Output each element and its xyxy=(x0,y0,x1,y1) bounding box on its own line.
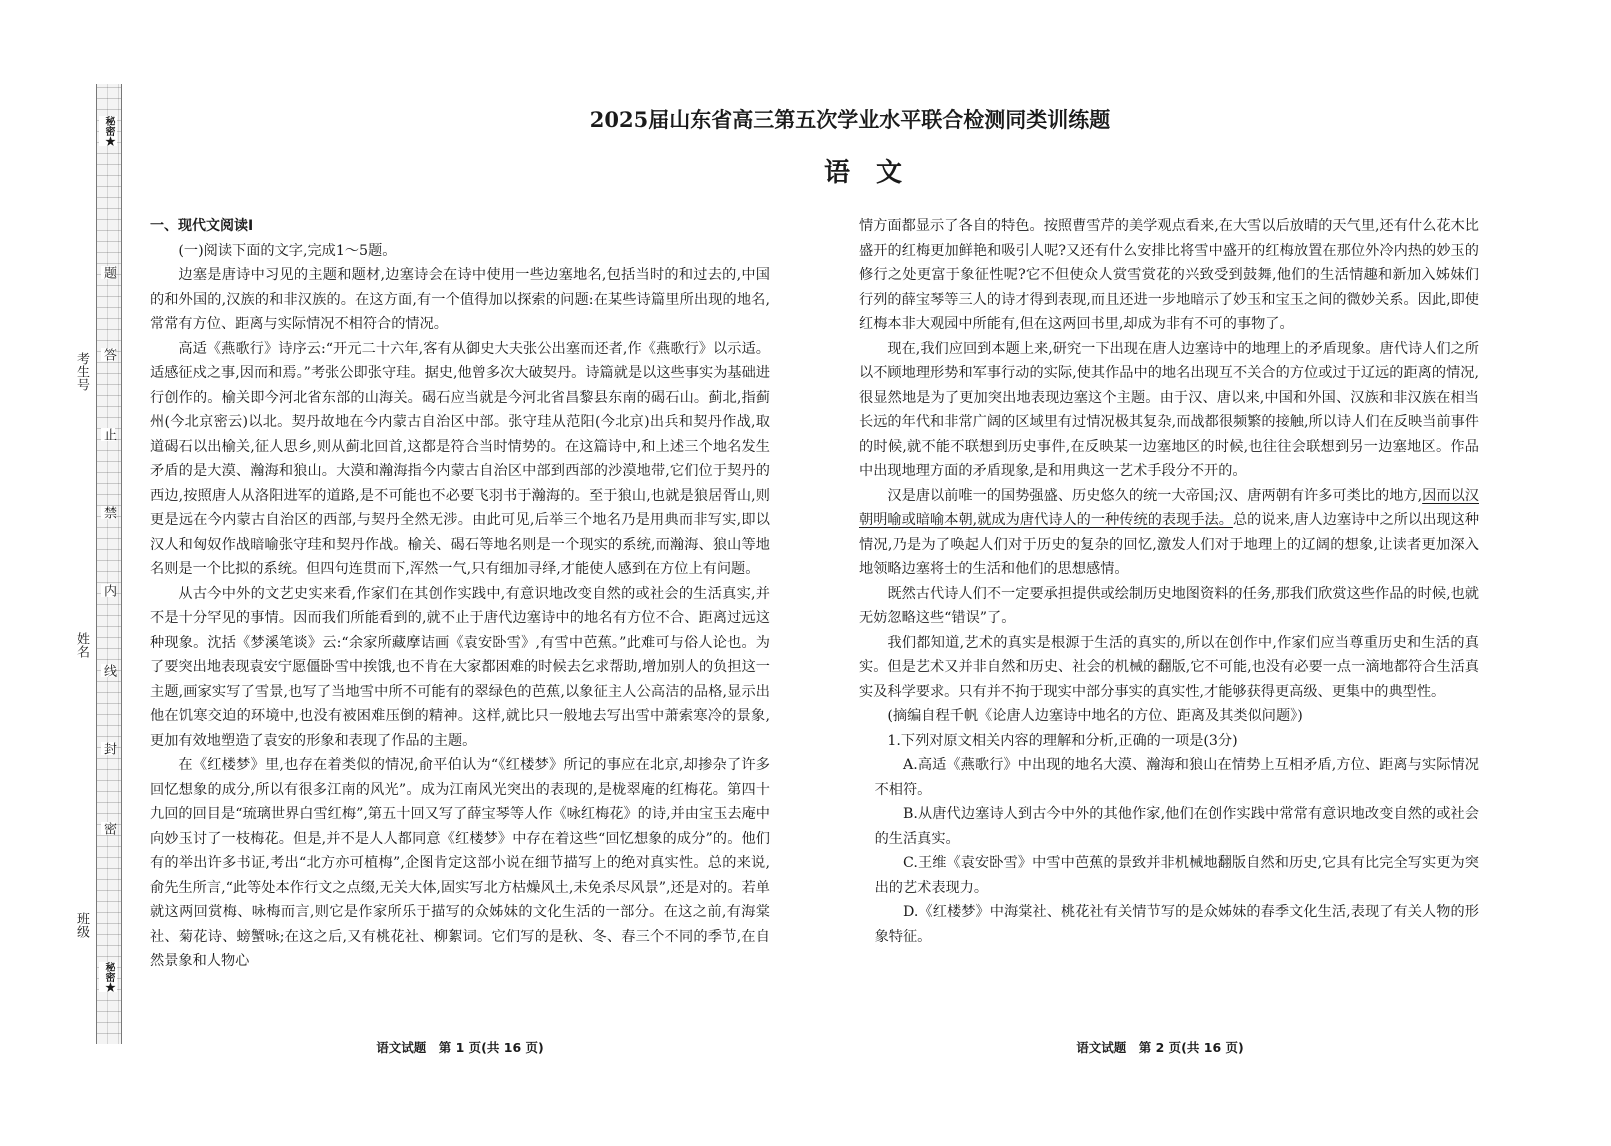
seal-label-bottom: 秘密★ xyxy=(99,962,117,992)
page-footer-left: 语文试题 第 1 页(共 16 页) xyxy=(376,1040,544,1055)
seal-mark-4: 禁 xyxy=(101,506,116,519)
left-column xyxy=(150,214,770,974)
right-paragraph: 既然古代诗人们不一定要承担提供或绘制历史地图资料的任务,那我们欣赏这些作品的时候,也就无妨忽略这些“错误”了。 xyxy=(859,585,1479,626)
question-option-b: B.从唐代边塞诗人到古今中外的其他作家,他们在创作实践中常常有意识地改变自然的或社会的生活真实。 xyxy=(874,806,1479,847)
han-text-before: 汉是唐以前唯一的国势强盛、历史悠久的统一大帝国;汉、唐两朝有许多可类比的地方, xyxy=(887,487,1423,504)
seal-mark-3: 止 xyxy=(101,428,116,441)
question-option-a: A.高适《燕歌行》中出现的地名大漠、瀚海和狼山在情势上互相矛盾,方位、距离与实际情况不相符。 xyxy=(874,757,1479,798)
field-label-name: 姓名 xyxy=(74,632,89,658)
question-stem: 1.下列对原文相关内容的理解和分析,正确的一项是(3分) xyxy=(887,732,1238,749)
section-instruction: (一)阅读下面的文字,完成1～5题。 xyxy=(178,242,397,259)
han-text-after: 总的说来,唐人边塞诗中之所以出现这种情况,乃是为了唤起人们对于历史的复杂的回忆,激发人们对于地理上的辽阔的想象,让读者更加深入地领略边塞将士的生活和他们的思想感情。 xyxy=(859,512,1480,577)
right-paragraph: 现在,我们应回到本题上来,研究一下出现在唐人边塞诗中的地理上的矛盾现象。唐代诗人们之所以不顾地理形势和军事行动的实际,使其作品中的地名出现互不关合的方位或过于辽远的距离的情况,很显然地是为了更加突出地表现边塞这个主题。由于汉、唐以来,中国和外国、汉族和非汉族在相当长远的年代和非常广阔的区域里有过情况极其复杂,而战都很频繁的接触,所以诗人们在反映当前事件的时候,就不能不联想到历史事件,在反映某一边塞地区的时候,也往往会联想到另一边塞地区。作品中出现地理方面的矛盾现象,是和用典这一艺术手段分不开的。 xyxy=(859,340,1479,479)
seal-mark-1: 题 xyxy=(101,266,116,279)
binding-margin-strip xyxy=(96,84,122,1044)
seal-mark-5: 内 xyxy=(101,584,116,597)
seal-label-top: 秘密★ xyxy=(99,116,117,146)
left-paragraph: 在《红楼梦》里,也存在着类似的情况,俞平伯认为“《红楼梦》所记的事应在北京,却掺杂了许多回忆想象的成分,所以有很多江南的风光”。成为江南风光突出的表现的,是栊翠庵的红梅花。第四十九回的回目是“琉璃世界白雪红梅”,第五十回又写了薛宝琴等人作《咏红梅花》的诗,并由宝玉去庵中向妙玉讨了一枝梅花。但是,并不是人人都同意《红楼梦》中存在着这些“回忆想象的成分”的。他们有的举出许多书证,考出“北方亦可植梅”,企图肯定这部小说在细节描写上的绝对真实性。总的来说,俞先生所言,“此等处本作行文之点缀,无关大体,固实写北方枯燥风土,未免杀尽风景”,还是对的。若单就这两回赏梅、咏梅而言,则它是作家所乐于描写的众姊妹的文化生活的一部分。在这之前,有海棠社、菊花诗、螃蟹咏;在这之后,又有桃花社、柳絮词。它们写的是秋、冬、春三个不同的季节,在自然景象和人物心 xyxy=(150,757,770,969)
section-heading: 一、现代文阅读Ⅰ xyxy=(150,218,254,234)
field-label-class: 班级 xyxy=(74,912,89,938)
seal-mark-2: 答 xyxy=(101,348,116,361)
left-paragraph: 高适《燕歌行》诗序云:“开元二十六年,客有从御史大夫张公出塞而还者,作《燕歌行》以示适。适感征戍之事,因而和焉。”考张公即张守珪。据史,他曾多次大破契丹。诗篇就是以这些事实为基础进行创作的。榆关即今河北省东部的山海关。碣石应当就是今河北省昌黎县东南的碣石山。蓟北,指蓟州(今北京密云)以北。契丹故地在今内蒙古自治区中部。张守珪从范阳(今北京)出兵和契丹作战,取道碣石以出榆关,征人思乡,则从蓟北回首,这都是符合当时情势的。在这篇诗中,和上述三个地名发生矛盾的是大漠、瀚海和狼山。大漠和瀚海指今内蒙古自治区中部到西部的沙漠地带,它们位于契丹的西边,按照唐人从洛阳进军的道路,是不可能也不必要飞羽书于瀚海的。至于狼山,也就是狼居胥山,则更是远在今内蒙古自治区的西部,与契丹全然无涉。由此可见,后举三个地名乃是用典而非写实,即以汉人和匈奴作战暗喻张守珪和契丹作战。榆关、碣石等地名则是一个现实的系统,而瀚海、狼山等地名则是一个比拟的系统。但四句连贯而下,浑然一气,只有细加寻绎,才能使人感到在方位上有问题。 xyxy=(150,340,770,577)
left-paragraph: 边塞是唐诗中习见的主题和题材,边塞诗会在诗中使用一些边塞地名,包括当时的和过去的,中国的和外国的,汉族的和非汉族的。在这方面,有一个值得加以探索的问题:在某些诗篇里所出现的地名,常常有方位、距离与实际情况不相符合的情况。 xyxy=(150,267,771,332)
right-paragraph-continued: 情方面都显示了各自的特色。按照曹雪芹的美学观点看来,在大雪以后放晴的天气里,还有什么花木比盛开的红梅更加鲜艳和吸引人呢?又还有什么安排比将雪中盛开的红梅放置在那位外冷内热的妙玉的修行之处更富于象征性呢?它不但使众人赏雪赏花的兴致受到鼓舞,他们的生活情趣和新加入姊妹们行列的薛宝琴等三人的诗才得到表现,而且还进一步地暗示了妙玉和宝玉之间的微妙关系。因此,即使红梅本非大观园中所能有,但在这两回书里,却成为非有不可的事物了。 xyxy=(859,218,1479,332)
field-label-exam-number: 考生号 xyxy=(74,352,89,391)
right-paragraph-han xyxy=(859,484,1479,582)
seal-mark-6: 线 xyxy=(101,664,116,677)
left-paragraph: 从古今中外的文艺史实来看,作家们在其创作实践中,有意识地改变自然的或社会的生活真实,并不是十分罕见的事情。因而我们所能看到的,就不止于唐代边塞诗中的地名有方位不合、距离过远这种现象。沈括《梦溪笔谈》云:“余家所藏摩诘画《袁安卧雪》,有雪中芭蕉。”此难可与俗人论也。为了要突出地表现袁安宁愿僵卧雪中挨饿,也不肯在大家都困难的时候去乞求帮助,增加别人的负担这一主题,画家实写了雪景,也写了当地雪中所不可能有的翠绿色的芭蕉,以象征主人公高洁的品格,显示出他在饥寒交迫的环境中,也没有被困难压倒的精神。这样,就比只一般地去写出雪中萧索寒冷的景象,更加有效地塑造了袁安的形象和表现了作品的主题。 xyxy=(150,585,770,749)
question-option-d: D.《红楼梦》中海棠社、桃花社有关情节写的是众姊妹的春季文化生活,表现了有关人物的形象特征。 xyxy=(874,904,1479,945)
right-column xyxy=(859,214,1479,949)
right-paragraph: 我们都知道,艺术的真实是根源于生活的真实的,所以在创作中,作家们应当尊重历史和生活的真实。但是艺术又并非自然和历史、社会的机械的翻版,它不可能,也没有必要一点一滴地都符合生活真实及科学要求。只有并不拘于现实中部分事实的真实性,才能够获得更高级、更集中的典型性。 xyxy=(859,634,1479,700)
han-underlined-sentence: 因而以汉朝明喻或暗喻本朝,就成为唐代诗人的一种传统的表现手法。 xyxy=(859,487,1479,528)
exam-title: 2025届山东省高三第五次学业水平联合检测同类训练题 xyxy=(589,107,1111,132)
subject-title: 语文 xyxy=(823,158,928,188)
source-note: (摘编自程千帆《论唐人边塞诗中地名的方位、距离及其类似问题》) xyxy=(887,708,1303,724)
seal-mark-8: 密 xyxy=(101,822,116,835)
page-footer-right: 语文试题 第 2 页(共 16 页) xyxy=(1076,1040,1244,1055)
seal-mark-7: 封 xyxy=(101,742,116,755)
question-option-c: C.王维《袁安卧雪》中雪中芭蕉的景致并非机械地翻版自然和历史,它具有比完全写实更为突出的艺术表现力。 xyxy=(874,855,1479,896)
